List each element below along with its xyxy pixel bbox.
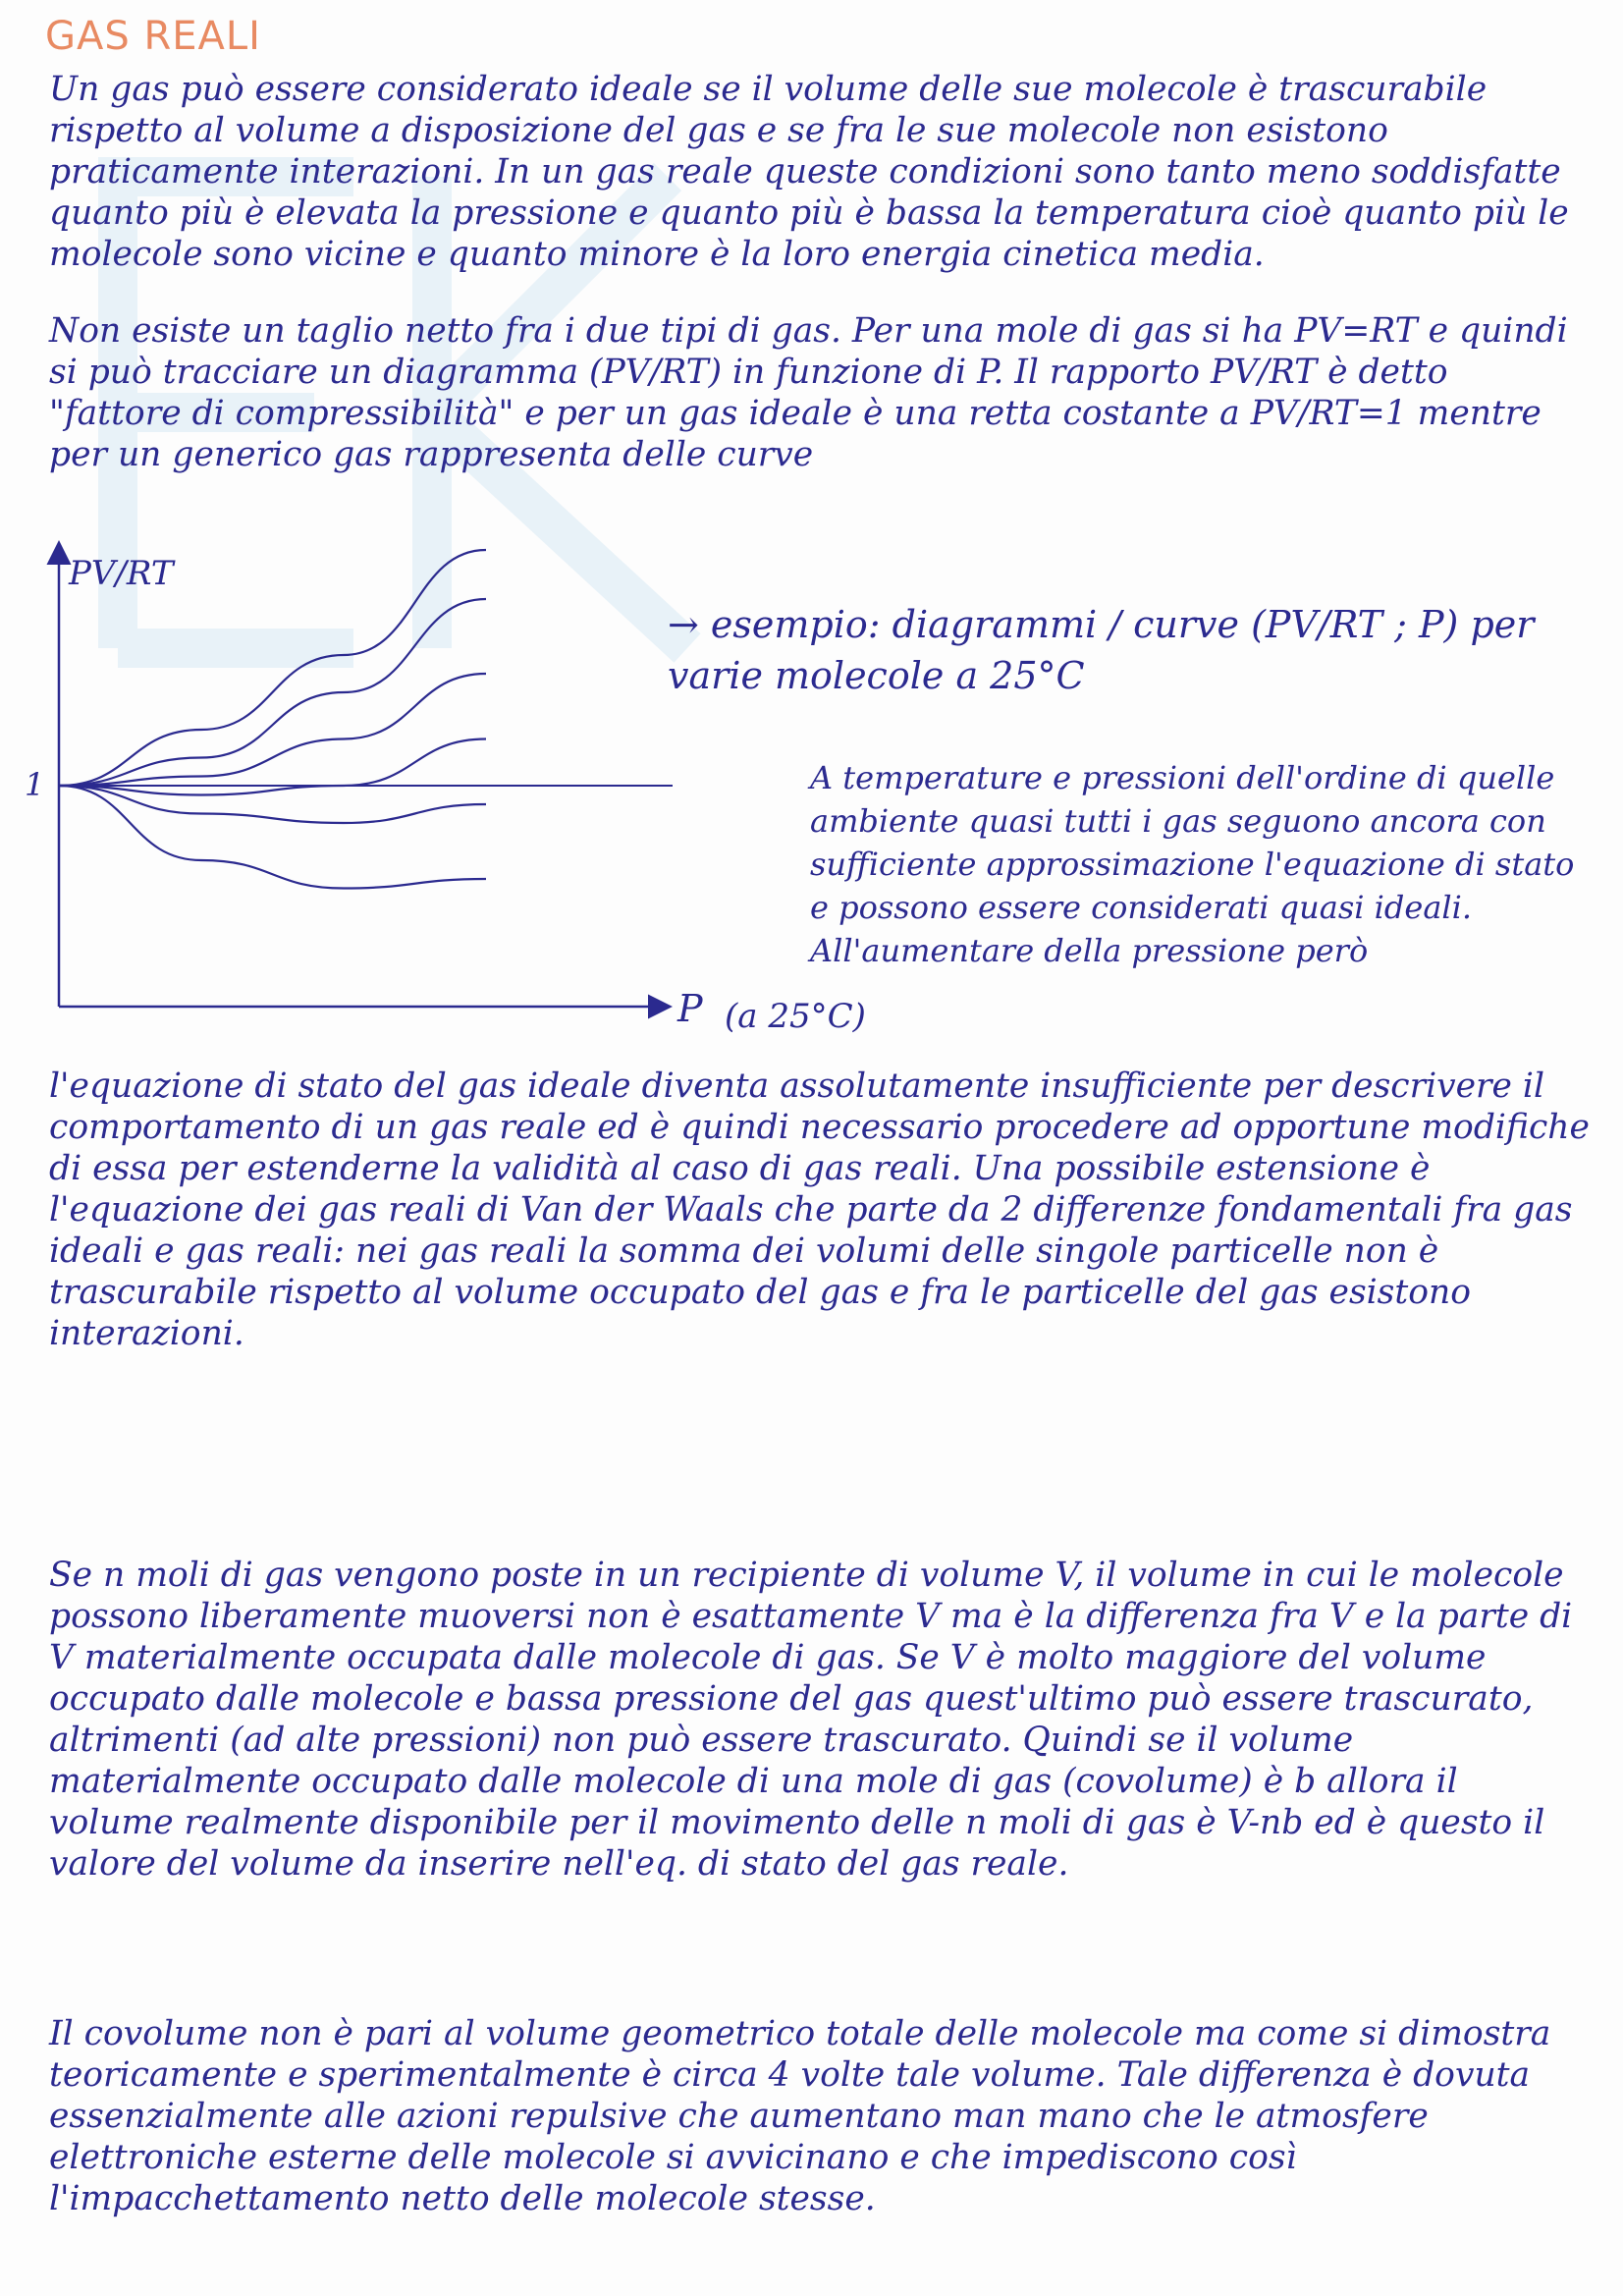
- paragraph-compressibility: Non esiste un taglio netto fra i due tipi di gas. Per una mole di gas si ha PV=RT e quindi si può tracciare un diagramma (PV/RT) in funzione di P. Il rapporto PV/RT è detto "fattore di compressibilità" e per un gas ideale è una retta costante a PV/RT=1 mentre per un generico gas rappresenta delle curve: [49, 311, 1568, 474]
- series-curve-3: [59, 674, 486, 786]
- series-group: [59, 550, 486, 889]
- x-axis-label: P: [677, 987, 703, 1030]
- series-curve-6: [59, 786, 486, 889]
- paragraph-intro: Un gas può essere considerato ideale se il volume delle sue molecole è trascurabile rispetto al volume a disposizione del gas e se fra le sue molecole non esistono praticamente interazioni. In un gas reale queste condizioni sono tanto meno soddisfatte quanto più è elevata la pressione e quanto più è bassa la temperatura cioè quanto più le molecole sono vicine e quanto minore è la loro energia cinetica media.: [49, 70, 1569, 274]
- paragraph-covolume: Se n moli di gas vengono poste in un recipiente di volume V, il volume in cui le molecole possono liberamente muoversi non è esattamente V ma è la differenza fra V e la parte di V materialmente occupata dalle molecole di gas. Se V è molto maggiore del volume occupato dalle molecole e bassa pressione del gas quest'ultimo può essere trascurato, altrimenti (ad alte pressioni) non può essere trascurato. Quindi se il volume materialmente occupato dalle molecole di una mole di gas (covolume) è b allora il volume realmente disponibile per il movimento delle n moli di gas è V-nb ed è questo il valore del volume da inserire nell'eq. di stato del gas reale.: [49, 1556, 1573, 1884]
- page-title: GAS REALI: [45, 14, 261, 59]
- compressibility-chart: [25, 525, 712, 1036]
- reference-tick-label: 1: [25, 766, 45, 803]
- example-note: → esempio: diagrammi / curve (PV/RT ; P) per varie molecole a 25°C: [668, 603, 1535, 697]
- side-note: A temperature e pressioni dell'ordine di quelle ambiente quasi tutti i gas seguono ancora con sufficiente approssimazione l'equazione di stato e possono essere considerati quasi ideali. All'aumentare della pressione però: [810, 759, 1575, 969]
- temperature-annotation: (a 25°C): [725, 997, 866, 1036]
- y-axis-label: PV/RT: [69, 554, 174, 593]
- paragraph-covolume-note: Il covolume non è pari al volume geometrico totale delle molecole ma come si dimostra teoricamente e sperimentalmente è circa 4 volte tale volume. Tale differenza è dovuta essenzialmente alle azioni repulsive che aumentano man mano che le atmosfere elettroniche esterne delle molecole si avvicinano e che impediscono così l'impacchettamento netto delle molecole stesse.: [49, 2014, 1551, 2218]
- paragraph-van-der-waals: l'equazione di stato del gas ideale diventa assolutamente insufficiente per descrivere il comportamento di un gas reale ed è quindi necessario procedere ad opportune modifiche di essa per estenderne la validità al caso di gas reali. Una possibile estensione è l'equazione dei gas reali di Van der Waals che parte da 2 differenze fondamentali fra gas ideali e gas reali: nei gas reali la somma dei volumi delle singole particelle non è trascurabile rispetto al volume occupato del gas e fra le particelle del gas esistono interazioni.: [49, 1066, 1590, 1353]
